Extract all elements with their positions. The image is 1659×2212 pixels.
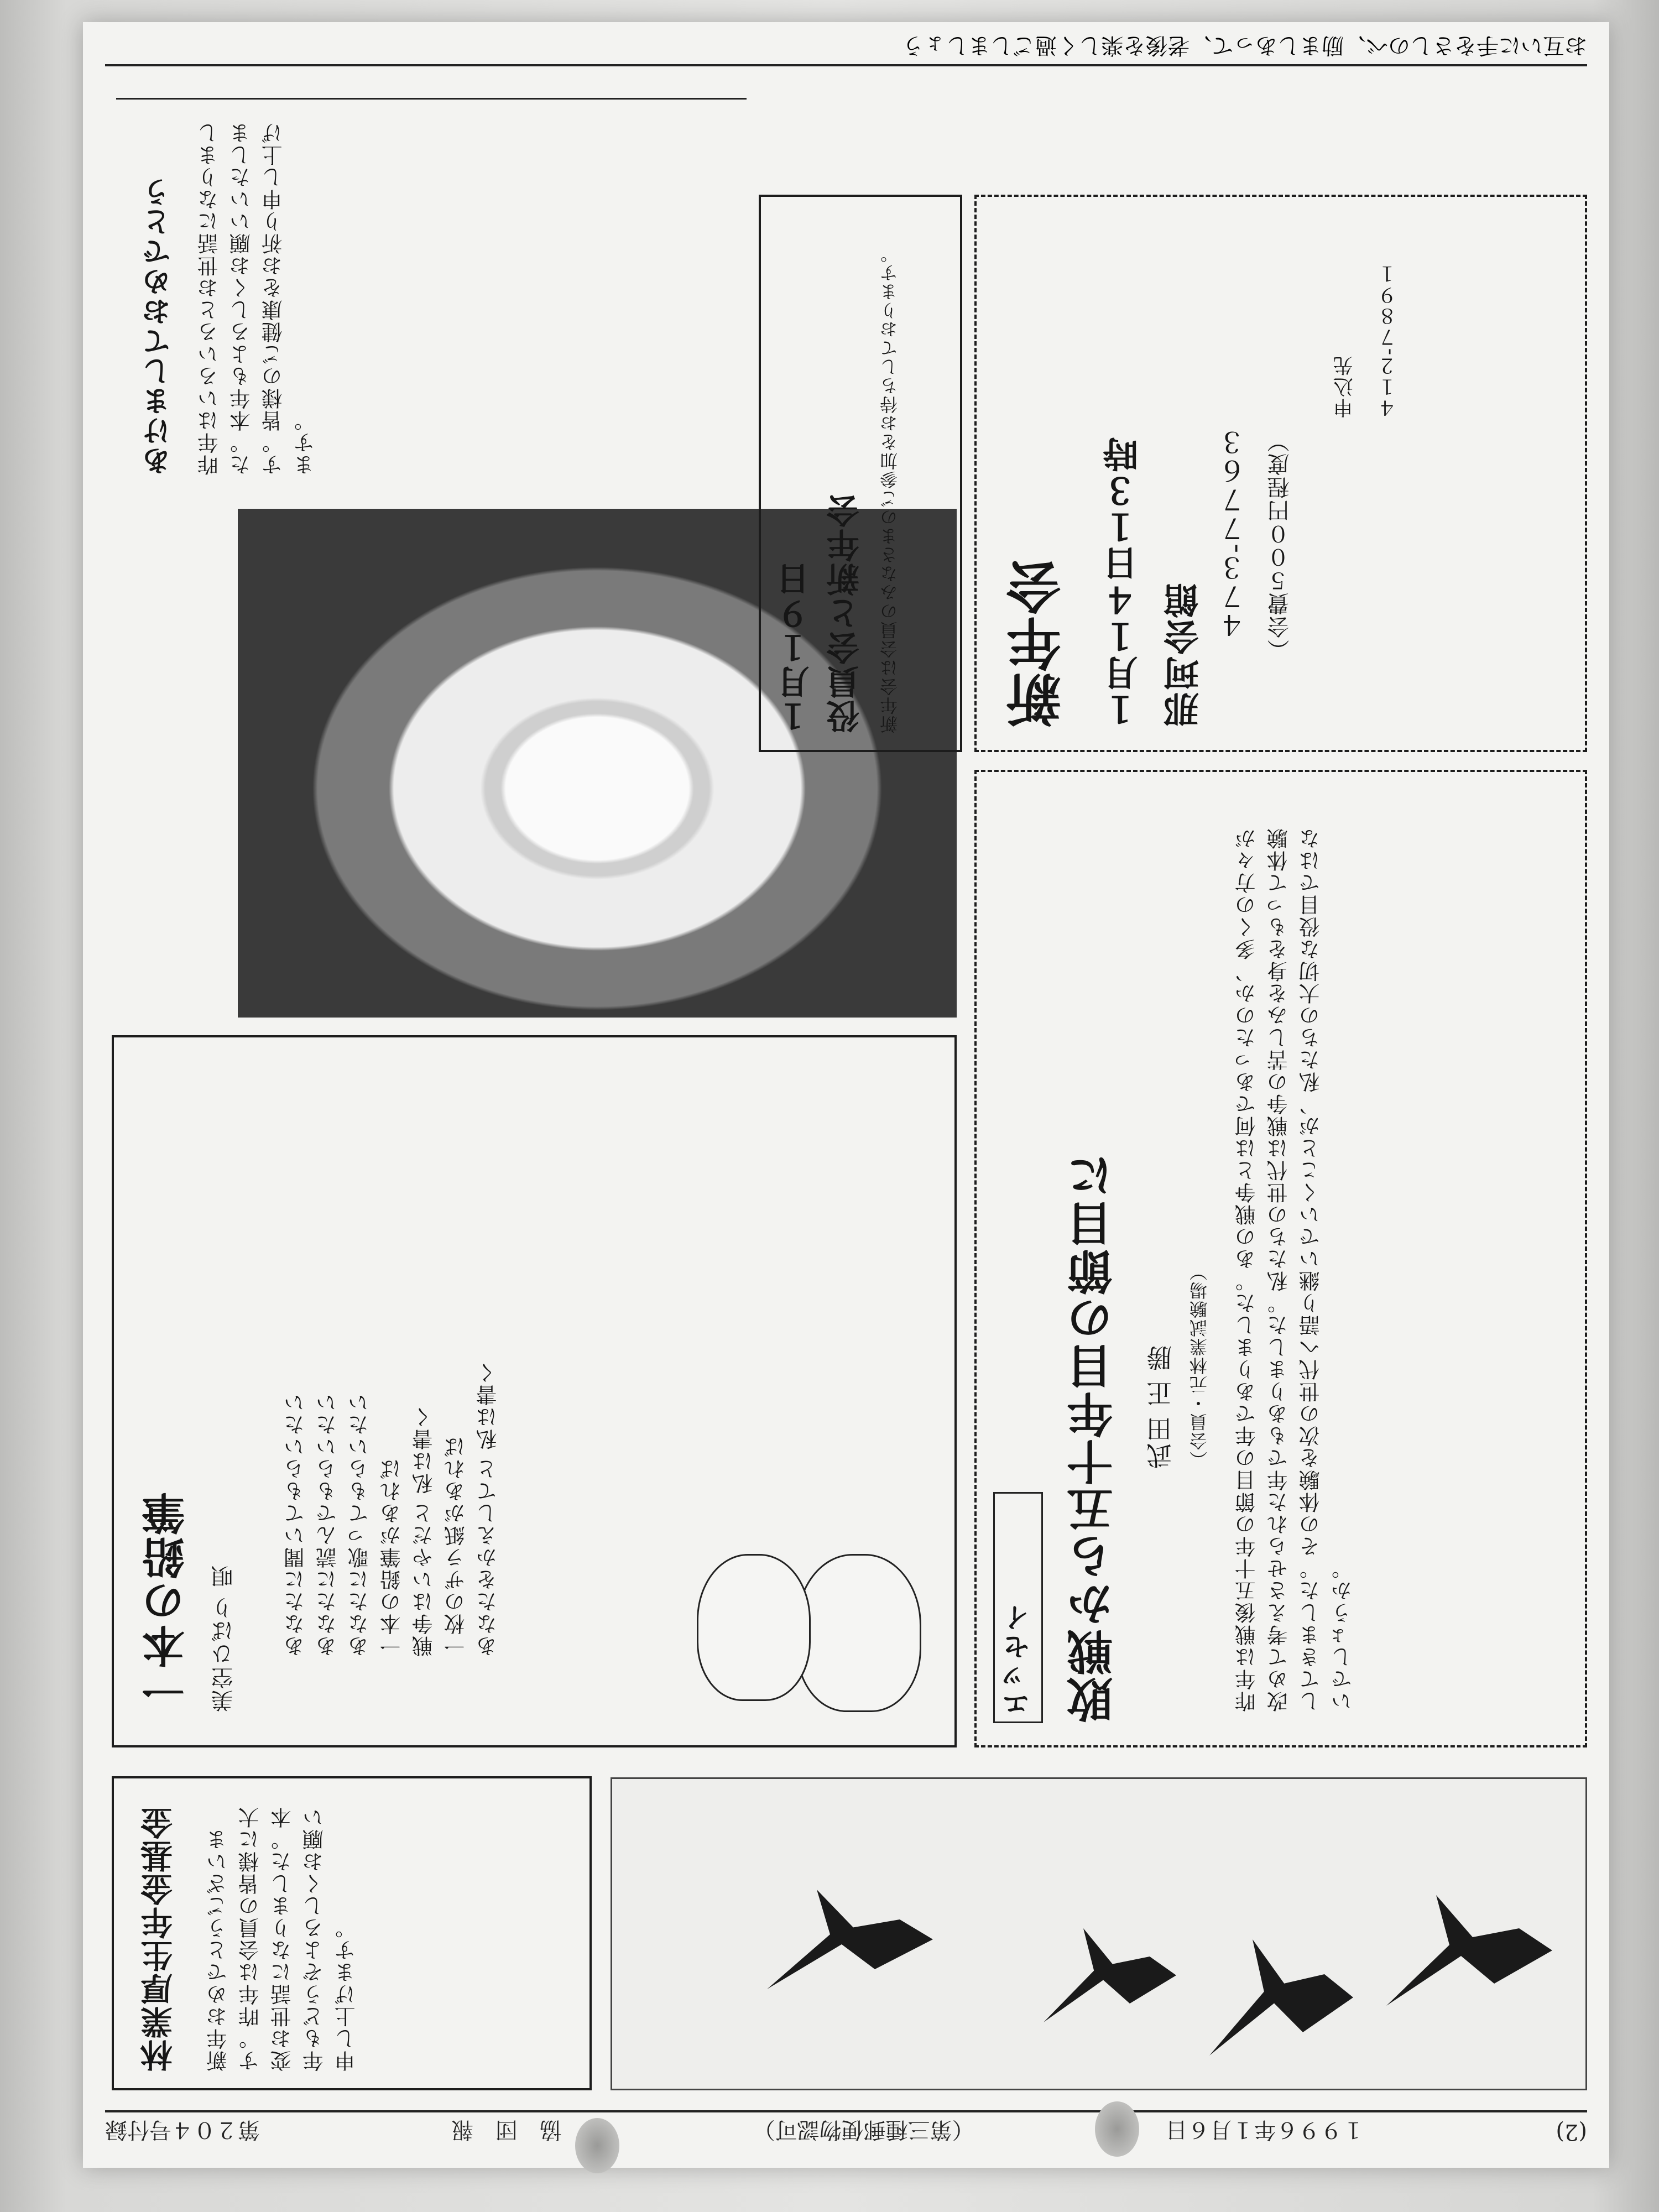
crane-bird (767, 1890, 933, 1989)
pension-article (112, 1776, 592, 2090)
poem-line: 一枚のザラ紙があれば (444, 1436, 468, 1657)
poem-author: 美空ひばり 唄 (211, 1564, 237, 1712)
newyear-contact-label: 申込先 (1333, 355, 1356, 418)
page-footer (105, 31, 1587, 66)
punch-hole (575, 2118, 619, 2173)
greeting-body: 昨年はいろいろとお世話になりました。本年もよろしくお願いいたします。皆様のご健康をお祈り申し上げます。 (197, 122, 318, 476)
pension-article-title: 林業厚生年金基金 (140, 1806, 178, 2072)
person-sketch (796, 1554, 921, 1712)
meeting-notice (759, 195, 962, 752)
poem-line: あなたをかえしてと 私は書く (476, 1361, 500, 1657)
essay-title: 敗戦から五十年目の節目に (1066, 1152, 1120, 1723)
pension-article-body: 新年おめでとうございます。昨年は会員の皆様に大変お世話になりました。本年もどうぞよろしくお願い申し上げます。 (206, 1806, 359, 2072)
issue-number: 第２０４号付録 (105, 2117, 260, 2143)
newyear-place: 那珂会館 (1164, 582, 1205, 728)
greeting-heading: あけましておめでとう (143, 177, 176, 476)
meeting-body: 新年会は会員のみなさまのご参加をお待ちしております。 (879, 244, 900, 733)
crane-bird (1044, 1928, 1176, 2022)
poem-line: あなたに聞いてもらいたい (284, 1391, 308, 1657)
punch-hole (1095, 2101, 1139, 2157)
poem-title: 一本の鉛筆 (142, 1491, 192, 1712)
cranes-illustration (611, 1777, 1587, 2090)
publisher-name: 協 団 報 (451, 2117, 562, 2143)
greeting-column (116, 98, 747, 487)
poem-line: あなたに読んでもらいたい (316, 1391, 340, 1657)
newyear-title: 新年会 (1006, 559, 1071, 728)
postal-permit: （第三種郵便物認可） (753, 2117, 974, 2143)
newsletter-page (83, 22, 1609, 2168)
essay-box (974, 770, 1587, 1747)
newyear-tel: ４７３-７７６３ (1218, 427, 1250, 639)
newyear-fee: （会費５００円程度） (1267, 429, 1293, 661)
meeting-title: 役員会と新年会 (826, 493, 865, 733)
newyear-notice (974, 195, 1587, 752)
person-sketch (697, 1554, 811, 1701)
meeting-date: １月１９日 (776, 562, 815, 733)
poem-box (112, 1035, 957, 1747)
poem-line: 一本の鉛筆があれば (380, 1458, 404, 1657)
poem-line: 戦争はいやだと 私は書く (412, 1405, 436, 1657)
page-header (105, 2110, 1587, 2151)
essay-tag: エッセイ (993, 1492, 1043, 1723)
essay-author: 武田 正 勝 (1146, 1344, 1176, 1469)
footer-slogan: お互いに手をさしのべ、励ましあって、老後を楽しく過ごしましょう (902, 33, 1587, 59)
poem-line: あなたに歌ってもらいたい (348, 1391, 372, 1657)
page-number: (2) (1556, 2119, 1587, 2145)
crane-bird (1209, 1939, 1353, 2056)
essay-body: 昨年は戦後五十年の節目の年でありました。あの戦争とは何であったのか、多くの方々が改めて考えさせられた年でもありました。私たちの世代は戦争の苦しみを身をもって体験してきました。その体験を次の世代へ語り継いでいくことが、私たちの大切な役目ではないでしょうか。 (1235, 827, 1355, 1712)
issue-date: １９９６年１月６日 (1165, 2117, 1365, 2143)
essay-author-note: （会員・元林業試験場） (1189, 1262, 1210, 1469)
newyear-datetime: １月１４日１３時 (1103, 436, 1144, 728)
newyear-contact-tel: ４１２-７８９１ (1378, 263, 1400, 418)
crane-bird (1386, 1895, 1552, 2006)
